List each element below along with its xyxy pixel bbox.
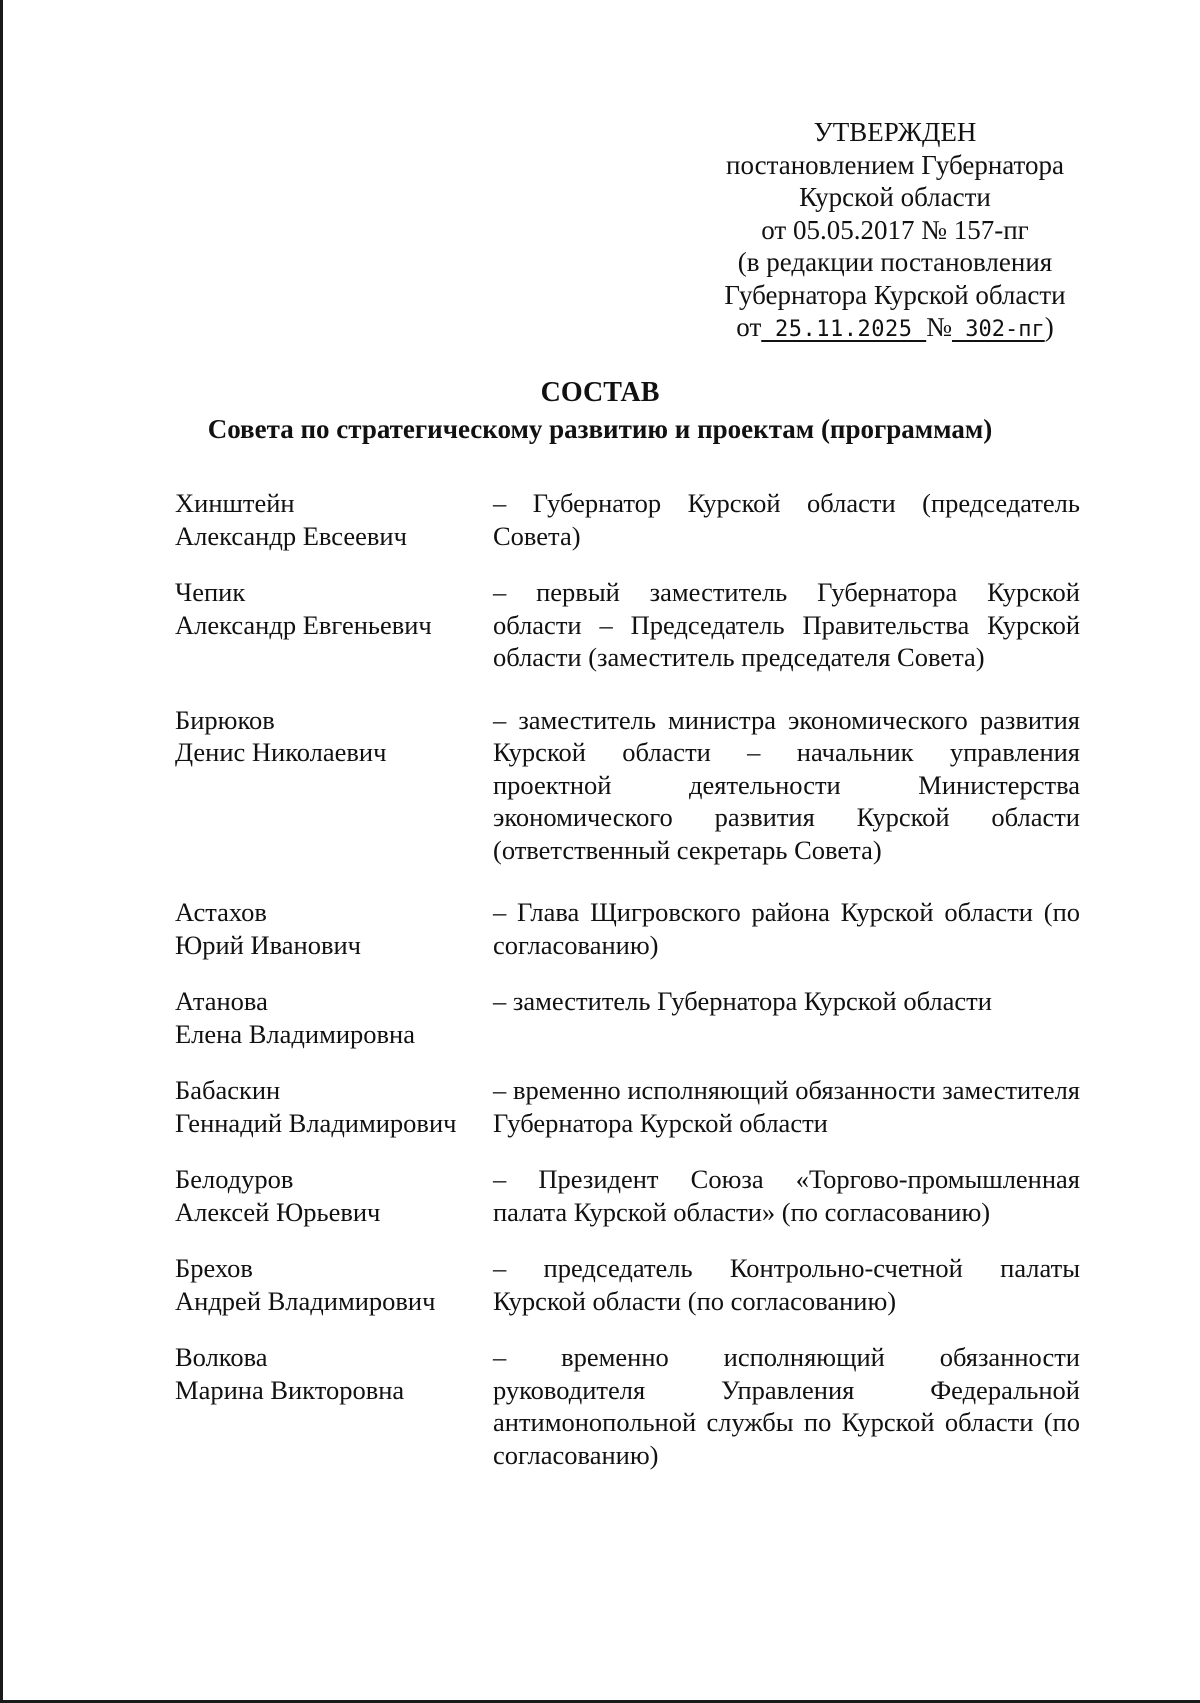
- member-role: – первый заместитель Губернатора Курской области – Председатель Правительства Курской области (заместитель председателя Совета): [493, 577, 1080, 672]
- member-name: [175, 487, 493, 552]
- heading-title: СОСТАВ: [540, 377, 660, 408]
- member-role: – Президент Союза «Торгово-промышленная палата Курской области» (по согласованию): [493, 1164, 1080, 1227]
- member-name: [175, 985, 493, 1050]
- member-row: [175, 896, 1080, 961]
- member-surname: Атанова: [175, 986, 268, 1016]
- member-given-names: Денис Николаевич: [175, 737, 387, 767]
- member-given-names: Андрей Владимирович: [175, 1285, 436, 1316]
- member-name: [175, 1252, 493, 1317]
- member-surname: Волкова: [175, 1342, 268, 1372]
- member-surname: Белодуров: [175, 1164, 294, 1194]
- approval-line-3: от 05.05.2017 № 157-пг: [761, 214, 1029, 245]
- member-name: [175, 1341, 493, 1406]
- member-role: – Глава Щигровского района Курской области (по согласованию): [493, 897, 1080, 960]
- member-given-names: Александр Евсеевич: [175, 520, 407, 551]
- member-role: – председатель Контрольно-счетной палаты Курской области (по согласованию): [493, 1253, 1080, 1316]
- member-role: – заместитель Губернатора Курской области: [493, 986, 992, 1016]
- member-row: [175, 1074, 1080, 1139]
- member-given-names: Юрий Иванович: [175, 929, 361, 960]
- member-row: [175, 487, 1080, 552]
- member-row: [175, 1341, 1080, 1471]
- member-surname: Хинштейн: [175, 488, 295, 518]
- approval-block: [690, 116, 1100, 347]
- member-role: – Губернатор Курской области (председатель Совета): [493, 488, 1080, 551]
- member-name: [175, 896, 493, 961]
- amendment-suffix: ): [1044, 312, 1054, 342]
- member-row: [175, 1252, 1080, 1317]
- scan-edge-left: [0, 0, 3, 1703]
- amendment-line: [690, 311, 1100, 347]
- member-row: [175, 704, 1080, 867]
- member-row: [175, 985, 1080, 1050]
- amendment-date: 25.11.2025: [761, 317, 927, 342]
- approval-line-4: (в редакции постановления: [737, 247, 1053, 277]
- member-given-names: Геннадий Владимирович: [175, 1107, 457, 1138]
- member-surname: Бирюков: [175, 704, 275, 735]
- amendment-number: 302-пг: [951, 317, 1045, 342]
- member-given-names: Елена Владимировна: [175, 1018, 415, 1049]
- member-row: [175, 576, 1080, 674]
- member-name: [175, 576, 493, 641]
- member-name: [175, 704, 493, 769]
- member-given-names: Алексей Юрьевич: [175, 1196, 381, 1227]
- document-heading: [0, 376, 1200, 446]
- member-role: – временно исполняющий обязанности заместителя Губернатора Курской области: [493, 1075, 1080, 1138]
- member-name: [175, 1074, 493, 1139]
- approval-line-5: Губернатора Курской области: [724, 279, 1066, 310]
- approval-line-2: Курской области: [799, 182, 991, 212]
- amendment-prefix: от: [736, 312, 762, 342]
- member-surname: Чепик: [175, 577, 246, 607]
- member-given-names: Александр Евгеньевич: [175, 609, 432, 640]
- approval-line-1: постановлением Губернатора: [726, 149, 1064, 180]
- member-name: [175, 1163, 493, 1228]
- heading-subtitle: Совета по стратегическому развитию и проектам (программам): [207, 414, 993, 444]
- approval-title: УТВЕРЖДЕН: [813, 117, 977, 147]
- member-role: – временно исполняющий обязанности руководителя Управления Федеральной антимонопольной службы по Курской области (по согласованию): [493, 1342, 1080, 1470]
- member-row: [175, 1163, 1080, 1228]
- members-list: [175, 487, 1080, 1471]
- amendment-number-prefix: №: [926, 312, 952, 342]
- member-surname: Бабаскин: [175, 1075, 281, 1105]
- member-given-names: Марина Викторовна: [175, 1374, 405, 1405]
- member-role: – заместитель министра экономического развития Курской области – начальник управления проектной деятельности Министерства экономического развития Курской области (ответственный секретарь Совета): [493, 704, 1080, 865]
- member-surname: Астахов: [175, 897, 267, 927]
- member-surname: Брехов: [175, 1253, 253, 1283]
